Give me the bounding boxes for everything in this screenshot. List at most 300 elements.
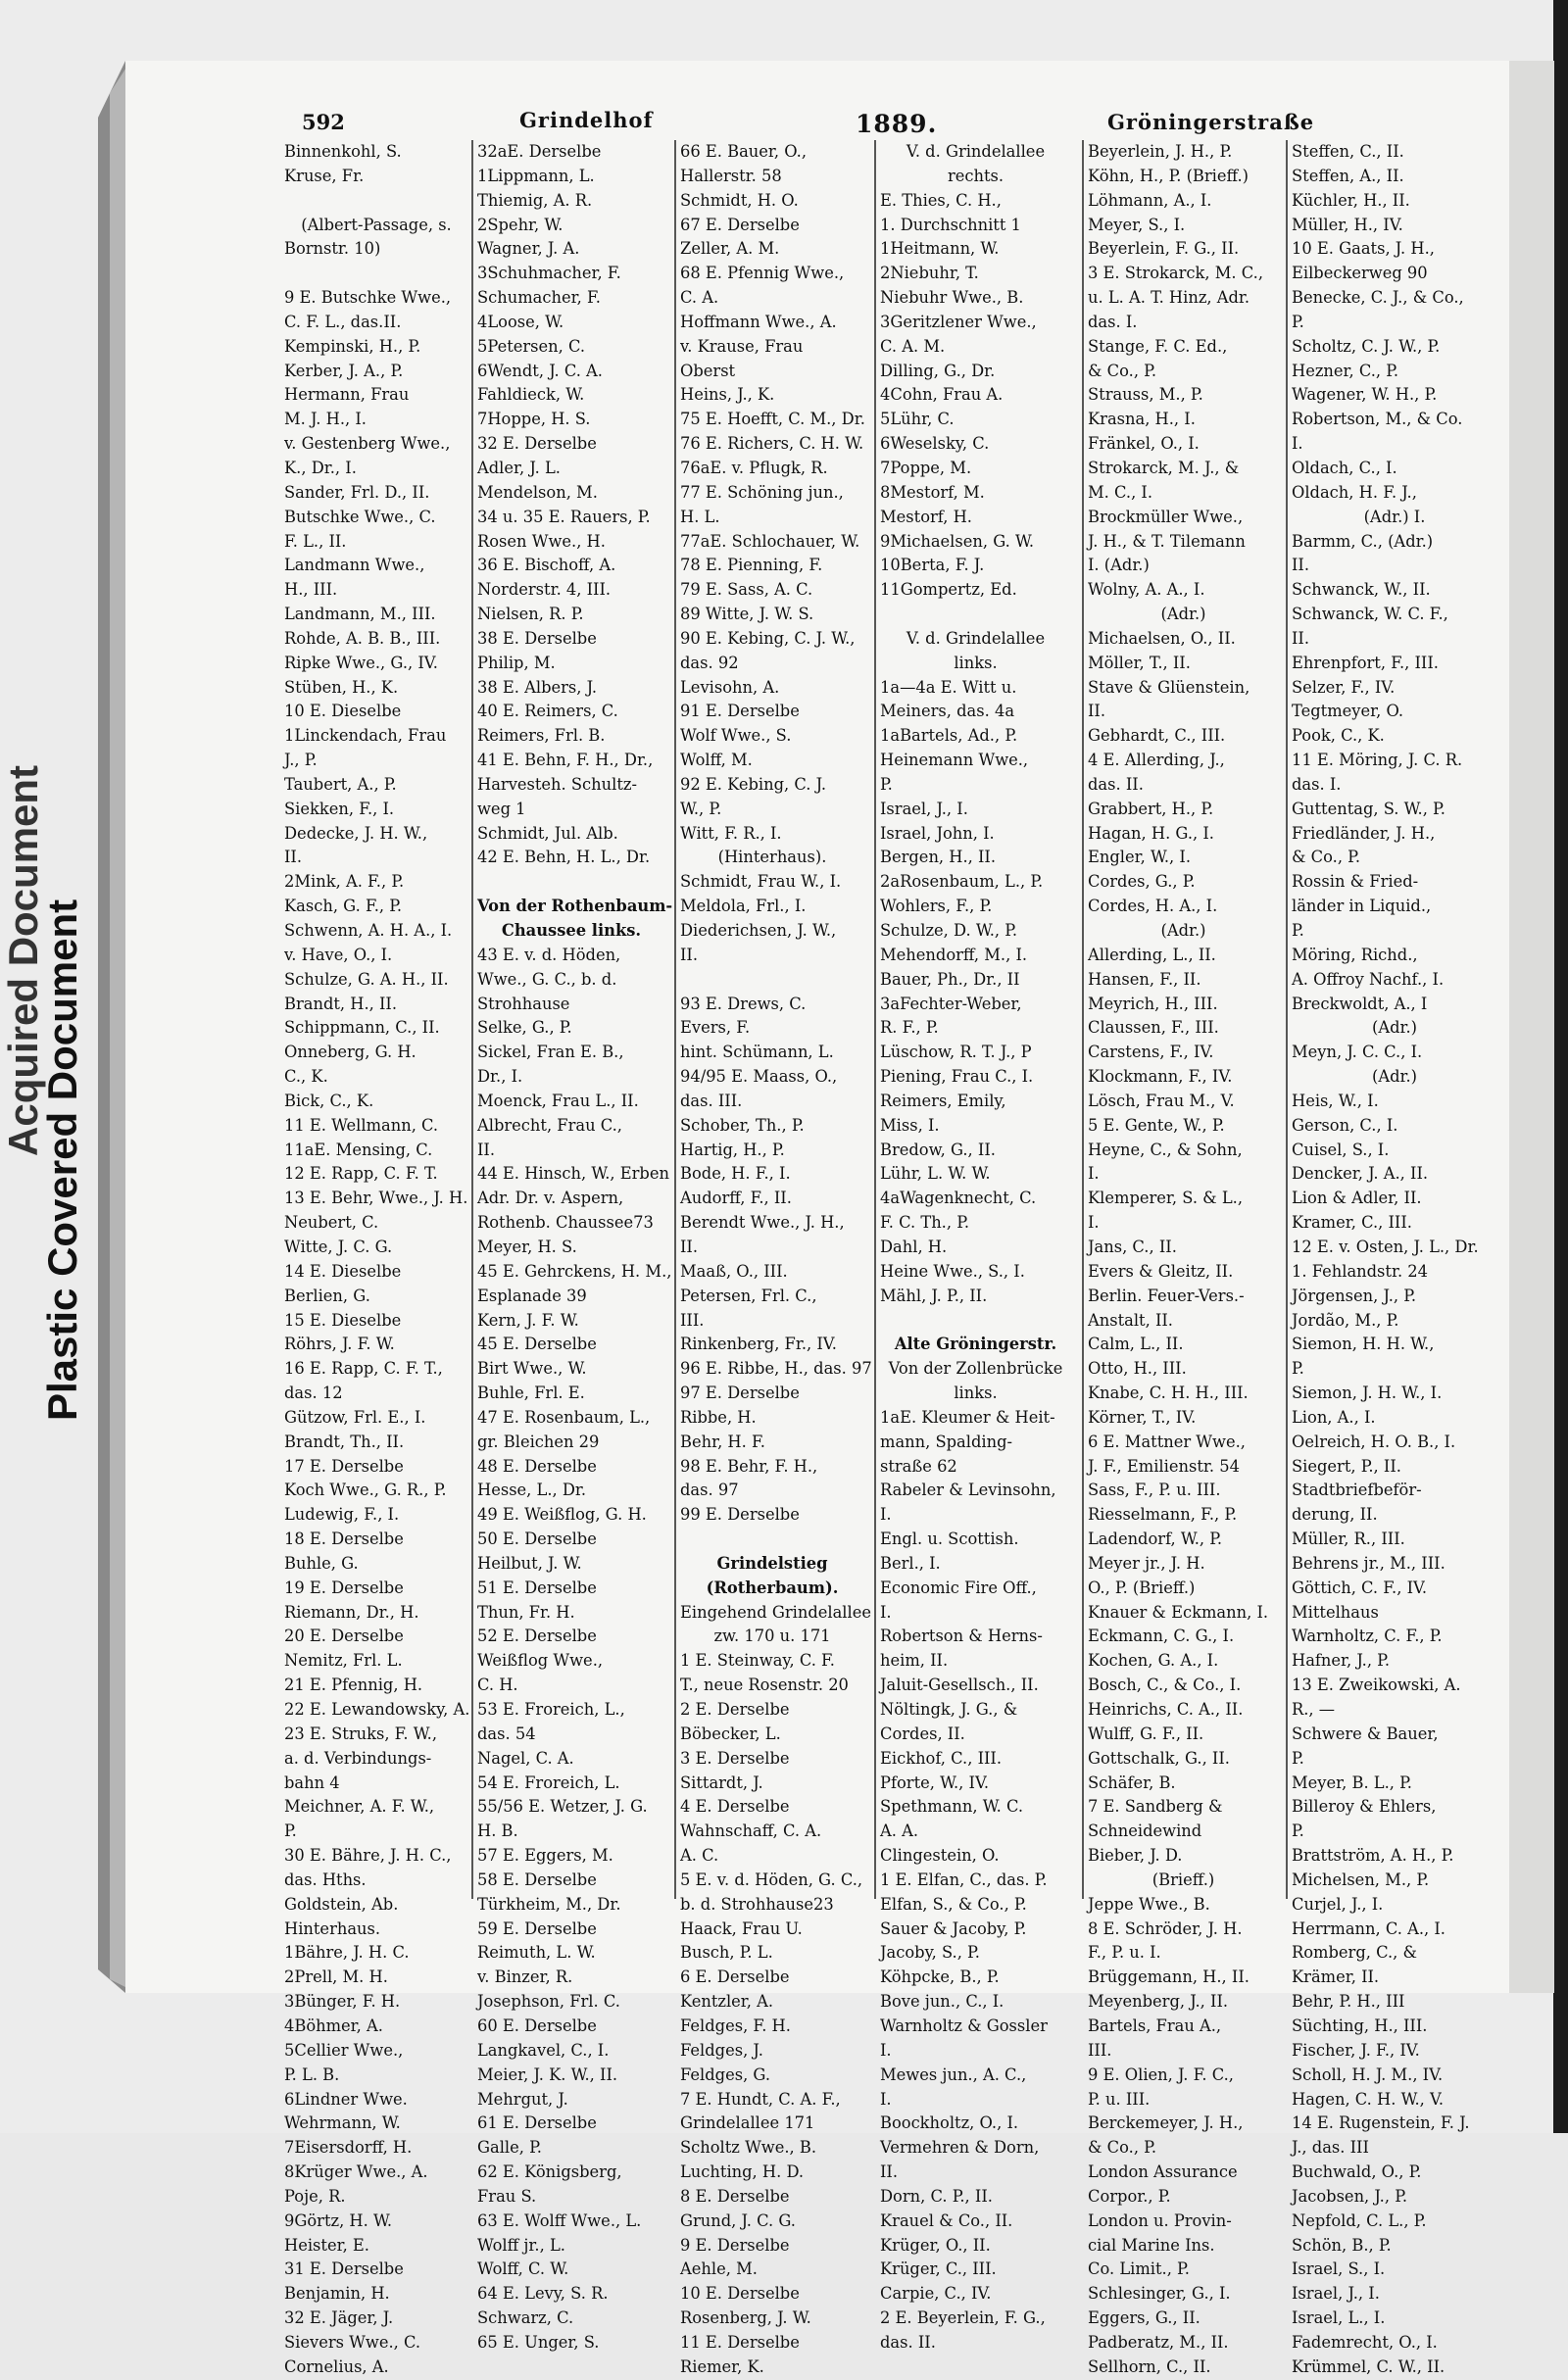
- directory-entry: Clingestein, O.: [880, 1846, 1000, 1866]
- directory-entry: 76 E. Richers, C. H. W.: [680, 434, 864, 454]
- directory-entry: Langkavel, C., I.: [477, 2040, 610, 2060]
- directory-entry: Oldach, C., I.: [1292, 458, 1397, 477]
- directory-entry: 20 E. Derselbe: [284, 1627, 404, 1646]
- directory-entry: Jacoby, S., P.: [880, 1943, 980, 1963]
- directory-entry: Krasna, H., I.: [1088, 410, 1196, 429]
- directory-entry: Schmidt, Frau W., I.: [680, 872, 842, 892]
- directory-entry: Israel, J., I.: [1292, 2284, 1380, 2304]
- directory-entry: das. 54: [477, 1724, 536, 1743]
- directory-entry: 8 E. Schröder, J. H.: [1088, 1919, 1243, 1938]
- directory-entry: Co. Limit., P.: [1088, 2259, 1190, 2279]
- directory-entry: 11aE. Mensing, C.: [284, 1140, 433, 1159]
- directory-entry: 12 E. Rapp, C. F. T.: [284, 1164, 438, 1184]
- directory-entry: Brockmüller Wwe.,: [1088, 507, 1244, 526]
- directory-entry: Meichner, A. F. W.,: [284, 1797, 435, 1817]
- directory-entry: 10Berta, F. J.: [880, 556, 985, 575]
- directory-entry: mann, Spalding-: [880, 1432, 1012, 1451]
- directory-entry: Barmm, C., (Adr.): [1292, 531, 1434, 551]
- directory-entry: [680, 968, 864, 993]
- directory-entry: 4Böhmer, A.: [284, 2016, 383, 2035]
- directory-entry: Stadtbriefbeför-: [1292, 1481, 1422, 1500]
- directory-entry: Eggers, G., II.: [1088, 2308, 1200, 2328]
- directory-entry: Pook, C., K.: [1292, 726, 1385, 746]
- directory-entry: Calm, L., II.: [1088, 1335, 1184, 1354]
- directory-entry: Bredow, G., II.: [880, 1140, 996, 1159]
- directory-entry: Knabe, C. H. H., III.: [1088, 1384, 1249, 1403]
- directory-entry: Feldges, J.: [680, 2040, 763, 2060]
- directory-entry: 51 E. Derselbe: [477, 1578, 597, 1597]
- directory-entry: 1 E. Steinway, C. F.: [680, 1651, 835, 1671]
- directory-entry: Schippmann, C., II.: [284, 1018, 440, 1038]
- directory-entry: 11 E. Möring, J. C. R.: [1292, 751, 1463, 770]
- directory-entry: Behr, P. H., III: [1292, 1992, 1405, 2012]
- directory-entry: C. A. M.: [880, 336, 946, 356]
- directory-entry: Claussen, F., III.: [1088, 1018, 1219, 1038]
- directory-entry: Hartig, H., P.: [680, 1140, 785, 1159]
- directory-entry: Nemitz, Frl. L.: [284, 1651, 403, 1671]
- running-head-year: 1889.: [856, 110, 938, 138]
- directory-entry: I.: [1088, 1213, 1100, 1233]
- directory-entry: Corpor., P.: [1088, 2186, 1171, 2206]
- directory-entry: Neubert, C.: [284, 1213, 379, 1233]
- directory-entry: Luchting, H. D.: [680, 2162, 805, 2182]
- directory-entry: (Adr.): [1371, 1018, 1418, 1038]
- directory-entry: 5 E. Gente, W., P.: [1088, 1115, 1225, 1135]
- directory-entry: Bode, H. F., I.: [680, 1164, 791, 1184]
- directory-column-1: [284, 140, 470, 2376]
- directory-entry: 10 E. Derselbe: [680, 2284, 800, 2304]
- directory-entry: Rinkenberg, Fr., IV.: [680, 1335, 837, 1354]
- directory-entry: Mewes jun., A. C.,: [880, 2064, 1027, 2084]
- directory-entry: Benjamin, H.: [284, 2284, 390, 2304]
- directory-entry: Meyn, J. C. C., I.: [1292, 1043, 1423, 1062]
- directory-entry: Curjel, J., I.: [1292, 1894, 1384, 1914]
- directory-entry: Sievers Wwe., C.: [284, 2332, 421, 2352]
- directory-entry: London Assurance: [1088, 2162, 1238, 2182]
- directory-entry: 15 E. Dieselbe: [284, 1310, 402, 1330]
- directory-entry: Behrens jr., M., III.: [1292, 1553, 1446, 1573]
- directory-entry: Dencker, J. A., II.: [1292, 1164, 1429, 1184]
- directory-entry: Küchler, H., II.: [1292, 190, 1410, 210]
- directory-entry: Wagener, W. H., P.: [1292, 385, 1438, 405]
- directory-entry: [880, 1309, 1071, 1334]
- directory-entry: Oberst: [680, 361, 736, 380]
- directory-entry: Krämer, II.: [1292, 1967, 1380, 1987]
- directory-entry: Wolny, A. A., I.: [1088, 580, 1205, 600]
- directory-entry: Kentzler, A.: [680, 1992, 774, 2012]
- directory-entry: Anstalt, II.: [1088, 1310, 1173, 1330]
- directory-entry: Thun, Fr. H.: [477, 1602, 575, 1622]
- directory-entry: 7Eisersdorff, H.: [284, 2138, 413, 2158]
- column-rule: [1082, 140, 1084, 1899]
- directory-entry: 6Weselsky, C.: [880, 434, 990, 454]
- directory-entry: Herrmann, C. A., I.: [1292, 1919, 1446, 1938]
- directory-entry: 2Spehr, W.: [477, 215, 564, 234]
- directory-entry: Bove jun., C., I.: [880, 1992, 1004, 2012]
- directory-entry: Witte, J. C. G.: [284, 1237, 393, 1256]
- directory-entry: 6 E. Derselbe: [680, 1967, 790, 1987]
- directory-entry: Müller, R., III.: [1292, 1530, 1405, 1549]
- directory-entry: F. C. Th., P.: [880, 1213, 970, 1233]
- directory-entry: Fränkel, O., I.: [1088, 434, 1200, 454]
- directory-entry: 21 E. Pfennig, H.: [284, 1676, 423, 1695]
- directory-entry: Schmidt, Jul. Alb.: [477, 823, 618, 843]
- directory-entry: Elfan, S., & Co., P.: [880, 1894, 1027, 1914]
- directory-entry: Warnholtz, C. F., P.: [1292, 1627, 1443, 1646]
- directory-entry: Schmidt, H. O.: [680, 190, 799, 210]
- directory-entry: (Albert-Passage, s.: [301, 215, 452, 234]
- directory-entry: P.: [1292, 1359, 1304, 1379]
- directory-entry: Binnenkohl, S.: [284, 142, 402, 161]
- directory-entry: Jeppe Wwe., B.: [1088, 1894, 1210, 1914]
- column-rule: [674, 140, 676, 1899]
- column-rule: [1286, 140, 1288, 1899]
- directory-entry: 93 E. Drews, C.: [680, 994, 807, 1013]
- directory-entry: Guttentag, S. W., P.: [1292, 799, 1446, 818]
- directory-entry: Süchting, H., III.: [1292, 2016, 1428, 2035]
- directory-entry: I.: [880, 2089, 892, 2109]
- directory-entry: Stange, F. C. Ed.,: [1088, 336, 1228, 356]
- directory-entry: Eingehend Grindelallee: [680, 1602, 871, 1622]
- directory-entry: Mehrgut, J.: [477, 2089, 568, 2109]
- directory-entry: Schwarz, C.: [477, 2308, 574, 2328]
- directory-entry: Schneidewind: [1088, 1821, 1202, 1841]
- directory-entry: Kruse, Fr.: [284, 166, 365, 185]
- directory-entry: (Rotherbaum).: [706, 1578, 839, 1597]
- directory-entry: Heine Wwe., S., I.: [880, 1261, 1025, 1281]
- directory-entry: J. F., Emilienstr. 54: [1088, 1456, 1240, 1476]
- directory-entry: Riemer, K.: [680, 2356, 764, 2376]
- directory-entry: P.: [880, 774, 893, 794]
- directory-entry: Padberatz, M., II.: [1088, 2332, 1229, 2352]
- directory-entry: v. Binzer, R.: [477, 1967, 573, 1987]
- directory-entry: Bick, C., K.: [284, 1091, 374, 1110]
- directory-entry: [680, 1528, 864, 1552]
- directory-entry: Rosen Wwe., H.: [477, 531, 606, 551]
- directory-entry: Lühr, L. W. W.: [880, 1164, 991, 1184]
- directory-entry: 59 E. Derselbe: [477, 1919, 597, 1938]
- directory-entry: 12 E. v. Osten, J. L., Dr.: [1292, 1237, 1479, 1256]
- directory-entry: Feldges, G.: [680, 2064, 771, 2084]
- directory-entry: 3Bünger, F. H.: [284, 1992, 401, 2012]
- directory-entry: 52 E. Derselbe: [477, 1627, 597, 1646]
- directory-entry: Selke, G., P.: [477, 1018, 572, 1038]
- directory-entry: 7 E. Sandberg &: [1088, 1797, 1223, 1817]
- directory-entry: C. A.: [680, 288, 719, 308]
- directory-entry: Scholtz Wwe., B.: [680, 2138, 817, 2158]
- directory-entry: das. 12: [284, 1384, 343, 1403]
- directory-entry: V. d. Grindelallee: [906, 142, 1046, 161]
- directory-entry: Wulff, G. F., II.: [1088, 1724, 1204, 1743]
- directory-entry: Feldges, F. H.: [680, 2016, 791, 2035]
- column-rule: [471, 140, 473, 1899]
- directory-entry: 4Cohn, Frau A.: [880, 385, 1004, 405]
- directory-entry: Meyer jr., J. H.: [1088, 1553, 1205, 1573]
- directory-entry: Niebuhr Wwe., B.: [880, 288, 1024, 308]
- directory-entry: 1Heitmann, W.: [880, 239, 1000, 259]
- directory-entry: Ehrenpfort, F., III.: [1292, 653, 1439, 672]
- directory-entry: Adler, J. L.: [477, 458, 561, 477]
- directory-entry: 65 E. Unger, S.: [477, 2332, 600, 2352]
- directory-entry: Levisohn, A.: [680, 677, 780, 697]
- directory-entry: v. Krause, Frau: [680, 336, 804, 356]
- directory-entry: II.: [1292, 628, 1310, 648]
- directory-entry: Onneberg, G. H.: [284, 1043, 416, 1062]
- directory-entry: Rothenb. Chaussee73: [477, 1213, 654, 1233]
- directory-entry: 3Geritzlener Wwe.,: [880, 312, 1037, 331]
- directory-entry: Hermann, Frau: [284, 385, 410, 405]
- directory-entry: Spethmann, W. C.: [880, 1797, 1023, 1817]
- directory-entry: Busch, P. L.: [680, 1943, 773, 1963]
- directory-entry: 7Poppe, M.: [880, 458, 972, 477]
- directory-entry: Piening, Frau C., I.: [880, 1067, 1034, 1087]
- directory-entry: 2 E. Derselbe: [680, 1700, 790, 1719]
- directory-entry: Strohhause: [477, 994, 570, 1013]
- directory-entry: 92 E. Kebing, C. J.: [680, 774, 827, 794]
- directory-entry: Boockholtz, O., I.: [880, 2113, 1019, 2133]
- directory-entry: Siekken, F., I.: [284, 799, 395, 818]
- directory-entry: Nöltingk, J. G., &: [880, 1700, 1018, 1719]
- directory-entry: Schwere & Bauer,: [1292, 1724, 1439, 1743]
- directory-entry: Hafner, J., P.: [1292, 1651, 1391, 1671]
- directory-entry: Hoffmann Wwe., A.: [680, 312, 837, 331]
- directory-entry: Chaussee links.: [501, 921, 642, 940]
- directory-entry: Reimuth, L. W.: [477, 1943, 596, 1963]
- directory-entry: straße 62: [880, 1456, 957, 1476]
- directory-entry: Von der Zollenbrücke: [888, 1359, 1063, 1379]
- directory-entry: Nielsen, R. P.: [477, 605, 584, 624]
- directory-entry: 97 E. Derselbe: [680, 1384, 800, 1403]
- directory-entry: Göttich, C. F., IV.: [1292, 1578, 1428, 1597]
- directory-entry: J., P.: [284, 751, 318, 770]
- directory-entry: R., —: [1292, 1700, 1336, 1719]
- directory-entry: 49 E. Weißflog, G. H.: [477, 1505, 647, 1525]
- directory-entry: V. d. Grindelallee: [906, 628, 1046, 648]
- directory-entry: Beyerlein, J. H., P.: [1088, 142, 1233, 161]
- directory-entry: A. C.: [680, 1846, 719, 1866]
- directory-entry: 53 E. Froreich, L.,: [477, 1700, 625, 1719]
- directory-entry: Cordes, II.: [880, 1724, 965, 1743]
- directory-entry: bahn 4: [284, 1773, 340, 1792]
- directory-entry: Buhle, G.: [284, 1553, 359, 1573]
- directory-entry: E. Thies, C. H.,: [880, 190, 1002, 210]
- directory-column-2: [477, 140, 673, 2352]
- directory-entry: I. (Adr.): [1088, 556, 1150, 575]
- directory-entry: 58 E. Derselbe: [477, 1870, 597, 1889]
- directory-entry: Harvesteh. Schultz-: [477, 774, 637, 794]
- directory-entry: Warnholtz & Gossler: [880, 2016, 1048, 2035]
- directory-entry: I.: [1088, 1164, 1100, 1184]
- directory-entry: 57 E. Eggers, M.: [477, 1846, 613, 1866]
- directory-entry: Dahl, H.: [880, 1237, 948, 1256]
- directory-entry: Heinemann Wwe.,: [880, 751, 1029, 770]
- directory-entry: Schwenn, A. H. A., I.: [284, 921, 453, 940]
- directory-entry: H., III.: [284, 580, 338, 600]
- directory-entry: II.: [477, 1140, 496, 1159]
- directory-entry: Riemann, Dr., H.: [284, 1602, 419, 1622]
- directory-entry: Esplanade 39: [477, 1286, 587, 1305]
- directory-entry: (Adr.): [1371, 1067, 1418, 1087]
- directory-entry: Taubert, A., P.: [284, 774, 397, 794]
- directory-entry: Köhn, H., P. (Brieff.): [1088, 166, 1250, 185]
- directory-entry: Mehendorff, M., I.: [880, 945, 1028, 964]
- directory-entry: das. 97: [680, 1481, 739, 1500]
- directory-entry: Ludewig, F., I.: [284, 1505, 400, 1525]
- directory-entry: 44 E. Hinsch, W., Erben: [477, 1164, 669, 1184]
- directory-entry: Kasch, G. F., P.: [284, 897, 403, 916]
- directory-entry: (Adr.): [1160, 605, 1206, 624]
- directory-entry: Buhle, Frl. E.: [477, 1384, 585, 1403]
- directory-entry: [284, 262, 468, 286]
- directory-entry: 9Michaelsen, G. W.: [880, 531, 1035, 551]
- directory-column-3: [680, 140, 872, 2376]
- directory-entry: Michaelsen, O., II.: [1088, 628, 1236, 648]
- directory-entry: Sellhorn, C., II.: [1088, 2356, 1211, 2376]
- directory-entry: 43 E. v. d. Höden,: [477, 945, 621, 964]
- directory-entry: Thiemig, A. R.: [477, 190, 593, 210]
- side-label-partial: Acquired Document: [0, 764, 46, 1156]
- directory-entry: das. III.: [680, 1091, 743, 1110]
- directory-entry: 3Schuhmacher, F.: [477, 264, 621, 283]
- directory-entry: Cordes, H. A., I.: [1088, 897, 1218, 916]
- directory-entry: Klemperer, S. & L.,: [1088, 1189, 1244, 1208]
- directory-entry: A. A.: [880, 1821, 919, 1841]
- directory-entry: Bauer, Ph., Dr., II: [880, 969, 1020, 989]
- directory-entry: Wwe., G. C., b. d.: [477, 969, 617, 989]
- directory-entry: 55/56 E. Wetzer, J. G.: [477, 1797, 648, 1817]
- directory-entry: 61 E. Derselbe: [477, 2113, 597, 2133]
- directory-column-6: [1292, 140, 1497, 2376]
- directory-entry: 11Gompertz, Ed.: [880, 580, 1017, 600]
- directory-entry: 4aWagenknecht, C.: [880, 1189, 1037, 1208]
- directory-entry: Meyenberg, J., II.: [1088, 1992, 1229, 2012]
- directory-entry: 1Bähre, J. H. C.: [284, 1943, 410, 1963]
- directory-entry: Moenck, Frau L., II.: [477, 1091, 639, 1110]
- directory-entry: 31 E. Derselbe: [284, 2259, 404, 2279]
- directory-entry: Wohlers, F., P.: [880, 897, 993, 916]
- directory-entry: zw. 170 u. 171: [713, 1627, 831, 1646]
- directory-entry: Breckwoldt, A., I: [1292, 994, 1428, 1013]
- directory-entry: Krüger, O., II.: [880, 2235, 991, 2255]
- directory-entry: Schulze, D. W., P.: [880, 921, 1018, 940]
- directory-entry: Berlien, G.: [284, 1286, 370, 1305]
- directory-entry: & Co., P.: [1292, 848, 1360, 867]
- directory-entry: Oldach, H. F. J.,: [1292, 482, 1417, 502]
- directory-entry: Böbecker, L.: [680, 1724, 781, 1743]
- directory-entry: Eckmann, C. G., I.: [1088, 1627, 1235, 1646]
- directory-entry: A. Offroy Nachf., I.: [1292, 969, 1445, 989]
- directory-entry: 4 E. Derselbe: [680, 1797, 790, 1817]
- directory-entry: 42 E. Behn, H. L., Dr.: [477, 848, 651, 867]
- directory-entry: 50 E. Derselbe: [477, 1530, 597, 1549]
- directory-entry: 5 E. v. d. Höden, G. C.,: [680, 1870, 863, 1889]
- directory-entry: II.: [1292, 556, 1310, 575]
- directory-entry: I.: [880, 1505, 892, 1525]
- directory-entry: London u. Provin-: [1088, 2210, 1232, 2230]
- directory-entry: Grund, J. C. G.: [680, 2210, 796, 2230]
- directory-entry: 4Loose, W.: [477, 312, 564, 331]
- directory-entry: Sass, F., P. u. III.: [1088, 1481, 1221, 1500]
- directory-entry: 78 E. Pienning, F.: [680, 556, 823, 575]
- directory-entry: Kempinski, H., P.: [284, 336, 421, 356]
- directory-entry: 2Mink, A. F., P.: [284, 872, 405, 892]
- directory-entry: 9Görtz, H. W.: [284, 2210, 393, 2230]
- directory-entry: 67 E. Derselbe: [680, 215, 800, 234]
- directory-entry: Heister, E.: [284, 2235, 369, 2255]
- directory-entry: Koch Wwe., G. R., P.: [284, 1481, 447, 1500]
- directory-entry: I.: [1292, 434, 1303, 454]
- directory-entry: Nepfold, C. L., P.: [1292, 2210, 1427, 2230]
- directory-entry: P.: [1292, 921, 1304, 940]
- directory-entry: 77 E. Schöning jun.,: [680, 482, 844, 502]
- directory-entry: 1 E. Elfan, C., das. P.: [880, 1870, 1048, 1889]
- directory-entry: Reimers, Emily,: [880, 1091, 1006, 1110]
- directory-entry: Hezner, C., P.: [1292, 361, 1399, 380]
- directory-entry: T., neue Rosenstr. 20: [680, 1676, 849, 1695]
- directory-entry: das. I.: [1292, 774, 1342, 794]
- directory-entry: 32aE. Derselbe: [477, 142, 602, 161]
- directory-entry: 18 E. Derselbe: [284, 1530, 404, 1549]
- directory-entry: Cornelius, A.: [284, 2356, 389, 2376]
- directory-entry: Carpie, C., IV.: [880, 2284, 992, 2304]
- directory-entry: Steffen, A., II.: [1292, 166, 1404, 185]
- directory-entry: Klockmann, F., IV.: [1088, 1067, 1233, 1087]
- directory-entry: H. B.: [477, 1821, 518, 1841]
- directory-entry: 34 u. 35 E. Rauers, P.: [477, 507, 651, 526]
- directory-entry: 9 E. Butschke Wwe.,: [284, 288, 452, 308]
- directory-entry: Butschke Wwe., C.: [284, 507, 436, 526]
- directory-entry: Buchwald, O., P.: [1292, 2162, 1422, 2182]
- directory-entry: 45 E. Derselbe: [477, 1335, 597, 1354]
- directory-entry: Vermehren & Dorn,: [880, 2138, 1040, 2158]
- directory-entry: Dorn, C. P., II.: [880, 2186, 993, 2206]
- directory-entry: 3 E. Derselbe: [680, 1748, 790, 1768]
- directory-entry: das. 92: [680, 653, 739, 672]
- directory-entry: Bieber, J. D.: [1088, 1846, 1183, 1866]
- directory-entry: Meyrich, H., III.: [1088, 994, 1218, 1013]
- directory-entry: Wagner, J. A.: [477, 239, 580, 259]
- directory-entry: 40 E. Reimers, C.: [477, 702, 618, 721]
- directory-entry: Mestorf, H.: [880, 507, 972, 526]
- directory-entry: P.: [1292, 1748, 1304, 1768]
- directory-entry: heim, II.: [880, 1651, 949, 1671]
- directory-entry: Eilbeckerweg 90: [1292, 264, 1428, 283]
- directory-entry: Rabeler & Levinsohn,: [880, 1481, 1056, 1500]
- directory-entry: cial Marine Ins.: [1088, 2235, 1215, 2255]
- directory-entry: III.: [680, 1310, 705, 1330]
- directory-entry: 1aE. Kleumer & Heit-: [880, 1407, 1055, 1427]
- directory-entry: 9 E. Olien, J. F. C.,: [1088, 2064, 1234, 2084]
- directory-entry: [284, 189, 468, 214]
- directory-entry: Brandt, H., II.: [284, 994, 398, 1013]
- directory-entry: Bergen, H., II.: [880, 848, 997, 867]
- directory-entry: 62 E. Königsberg,: [477, 2162, 622, 2182]
- directory-entry: Rossin & Fried-: [1292, 872, 1419, 892]
- directory-entry: Brattström, A. H., P.: [1292, 1846, 1454, 1866]
- directory-entry: [880, 603, 1071, 627]
- directory-entry: C. F. L., das.II.: [284, 312, 402, 331]
- directory-entry: Heilbut, J. W.: [477, 1553, 582, 1573]
- directory-entry: 10 E. Gaats, J. H.,: [1292, 239, 1435, 259]
- directory-entry: Dilling, G., Dr.: [880, 361, 996, 380]
- directory-entry: 89 Witte, J. W. S.: [680, 605, 814, 624]
- directory-entry: Fischer, J. F., IV.: [1292, 2040, 1420, 2060]
- directory-entry: das. Hths.: [284, 1870, 367, 1889]
- directory-entry: 11 E. Wellmann, C.: [284, 1115, 439, 1135]
- directory-entry: das. II.: [1088, 774, 1144, 794]
- directory-entry: Witt, F. R., I.: [680, 823, 782, 843]
- directory-entry: 13 E. Behr, Wwe., J. H.: [284, 1189, 468, 1208]
